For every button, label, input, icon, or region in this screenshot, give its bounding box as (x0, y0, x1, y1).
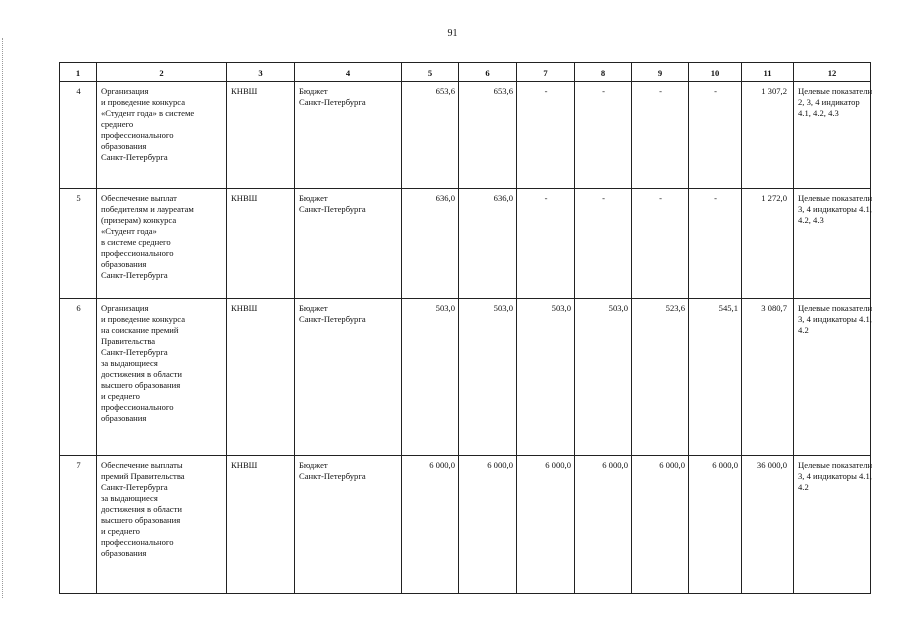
cell-text-line: Санкт-Петербурга (101, 482, 168, 492)
header-cell: 11 (742, 63, 794, 82)
executor: КНВШ (227, 189, 295, 299)
total-value: 36 000,0 (742, 456, 794, 594)
funding-source (295, 189, 402, 299)
target-indicators (794, 299, 871, 456)
cell-text-line: в системе среднего (101, 237, 171, 247)
row-number: 6 (60, 299, 97, 456)
header-cell: 6 (459, 63, 517, 82)
header-cell: 9 (632, 63, 689, 82)
year-value: 6 000,0 (575, 456, 632, 594)
year-value: 6 000,0 (517, 456, 575, 594)
cell-text-line: образования (101, 413, 147, 423)
executor: КНВШ (227, 82, 295, 189)
executor: КНВШ (227, 299, 295, 456)
cell-text-line: Санкт-Петербурга (299, 97, 366, 107)
year-value: 636,0 (402, 189, 459, 299)
cell-text-line: победителям и лауреатам (101, 204, 194, 214)
cell-text-line: образования (101, 259, 147, 269)
activity-name (97, 299, 227, 456)
cell-text-line: Целевые показатели (798, 86, 873, 96)
year-value: 503,0 (402, 299, 459, 456)
row-number: 5 (60, 189, 97, 299)
cell-text-line: Правительства (101, 336, 156, 346)
header-cell: 5 (402, 63, 459, 82)
year-value: - (575, 82, 632, 189)
funding-source (295, 299, 402, 456)
cell-text-line: (призерам) конкурса (101, 215, 177, 225)
cell-text-line: и среднего (101, 526, 140, 536)
year-value: 6 000,0 (689, 456, 742, 594)
cell-text-line: Санкт-Петербурга (299, 471, 366, 481)
cell-text-line: Бюджет (299, 460, 328, 470)
cell-text-line: профессионального (101, 248, 174, 258)
total-value: 3 080,7 (742, 299, 794, 456)
row-number: 7 (60, 456, 97, 594)
year-value: - (689, 82, 742, 189)
year-value: 503,0 (459, 299, 517, 456)
year-value: - (632, 82, 689, 189)
cell-text-line: на соискание премий (101, 325, 179, 335)
year-value: 6 000,0 (459, 456, 517, 594)
header-cell: 12 (794, 63, 871, 82)
cell-text-line: 4.2 (798, 482, 809, 492)
cell-text-line: образования (101, 548, 147, 558)
cell-text-line: Бюджет (299, 193, 328, 203)
activity-name (97, 189, 227, 299)
cell-text-line: Санкт-Петербурга (299, 314, 366, 324)
activity-name (97, 82, 227, 189)
year-value: - (517, 189, 575, 299)
program-table (59, 62, 871, 594)
total-value: 1 307,2 (742, 82, 794, 189)
row-number: 4 (60, 82, 97, 189)
cell-text-line: достижения в области (101, 504, 182, 514)
funding-source (295, 82, 402, 189)
cell-text-line: Целевые показатели (798, 193, 873, 203)
table-row (60, 82, 871, 189)
table-row (60, 299, 871, 456)
cell-text-line: высшего образования (101, 380, 181, 390)
activity-name (97, 456, 227, 594)
header-cell: 4 (295, 63, 402, 82)
cell-text-line: Санкт-Петербурга (299, 204, 366, 214)
year-value: - (632, 189, 689, 299)
year-value: 6 000,0 (402, 456, 459, 594)
cell-text-line: и среднего (101, 391, 140, 401)
cell-text-line: Бюджет (299, 303, 328, 313)
cell-text-line: 3, 4 индикаторы 4.1, (798, 204, 872, 214)
year-value: - (517, 82, 575, 189)
cell-text-line: профессионального (101, 537, 174, 547)
cell-text-line: среднего (101, 119, 134, 129)
year-value: 653,6 (459, 82, 517, 189)
cell-text-line: 4.1, 4.2, 4.3 (798, 108, 839, 118)
year-value: 653,6 (402, 82, 459, 189)
header-cell: 10 (689, 63, 742, 82)
cell-text-line: достижения в области (101, 369, 182, 379)
scan-edge (2, 38, 5, 598)
executor: КНВШ (227, 456, 295, 594)
cell-text-line: профессионального (101, 130, 174, 140)
year-value: 636,0 (459, 189, 517, 299)
cell-text-line: Целевые показатели (798, 460, 873, 470)
cell-text-line: Санкт-Петербурга (101, 347, 168, 357)
year-value: - (575, 189, 632, 299)
table-row (60, 189, 871, 299)
cell-text-line: «Студент года» (101, 226, 157, 236)
cell-text-line: Санкт-Петербурга (101, 152, 168, 162)
cell-text-line: «Студент года» в системе (101, 108, 195, 118)
table-body (60, 63, 871, 594)
cell-text-line: высшего образования (101, 515, 181, 525)
cell-text-line: 2, 3, 4 индикатор (798, 97, 860, 107)
header-cell: 8 (575, 63, 632, 82)
cell-text-line: Бюджет (299, 86, 328, 96)
page-number: 91 (447, 28, 458, 39)
target-indicators (794, 82, 871, 189)
year-value: 545,1 (689, 299, 742, 456)
cell-text-line: Организация (101, 86, 149, 96)
cell-text-line: Санкт-Петербурга (101, 270, 168, 280)
cell-text-line: и проведение конкурса (101, 314, 186, 324)
cell-text-line: 3, 4 индикаторы 4.1, (798, 314, 872, 324)
target-indicators (794, 456, 871, 594)
cell-text-line: за выдающиеся (101, 493, 158, 503)
cell-text-line: Целевые показатели (798, 303, 873, 313)
cell-text-line: за выдающиеся (101, 358, 158, 368)
header-cell: 1 (60, 63, 97, 82)
header-cell: 3 (227, 63, 295, 82)
table-row (60, 456, 871, 594)
year-value: 6 000,0 (632, 456, 689, 594)
cell-text-line: премий Правительства (101, 471, 185, 481)
cell-text-line: профессионального (101, 402, 174, 412)
cell-text-line: Обеспечение выплаты (101, 460, 183, 470)
cell-text-line: 3, 4 индикаторы 4.1, (798, 471, 872, 481)
total-value: 1 272,0 (742, 189, 794, 299)
year-value: 503,0 (575, 299, 632, 456)
cell-text-line: Организация (101, 303, 149, 313)
cell-text-line: Обеспечение выплат (101, 193, 177, 203)
year-value: - (689, 189, 742, 299)
funding-source (295, 456, 402, 594)
cell-text-line: образования (101, 141, 147, 151)
year-value: 523,6 (632, 299, 689, 456)
cell-text-line: 4.2 (798, 325, 809, 335)
cell-text-line: 4.2, 4.3 (798, 215, 824, 225)
cell-text-line: и проведение конкурса (101, 97, 186, 107)
header-cell: 2 (97, 63, 227, 82)
year-value: 503,0 (517, 299, 575, 456)
header-cell: 7 (517, 63, 575, 82)
header-row (60, 63, 871, 82)
target-indicators (794, 189, 871, 299)
